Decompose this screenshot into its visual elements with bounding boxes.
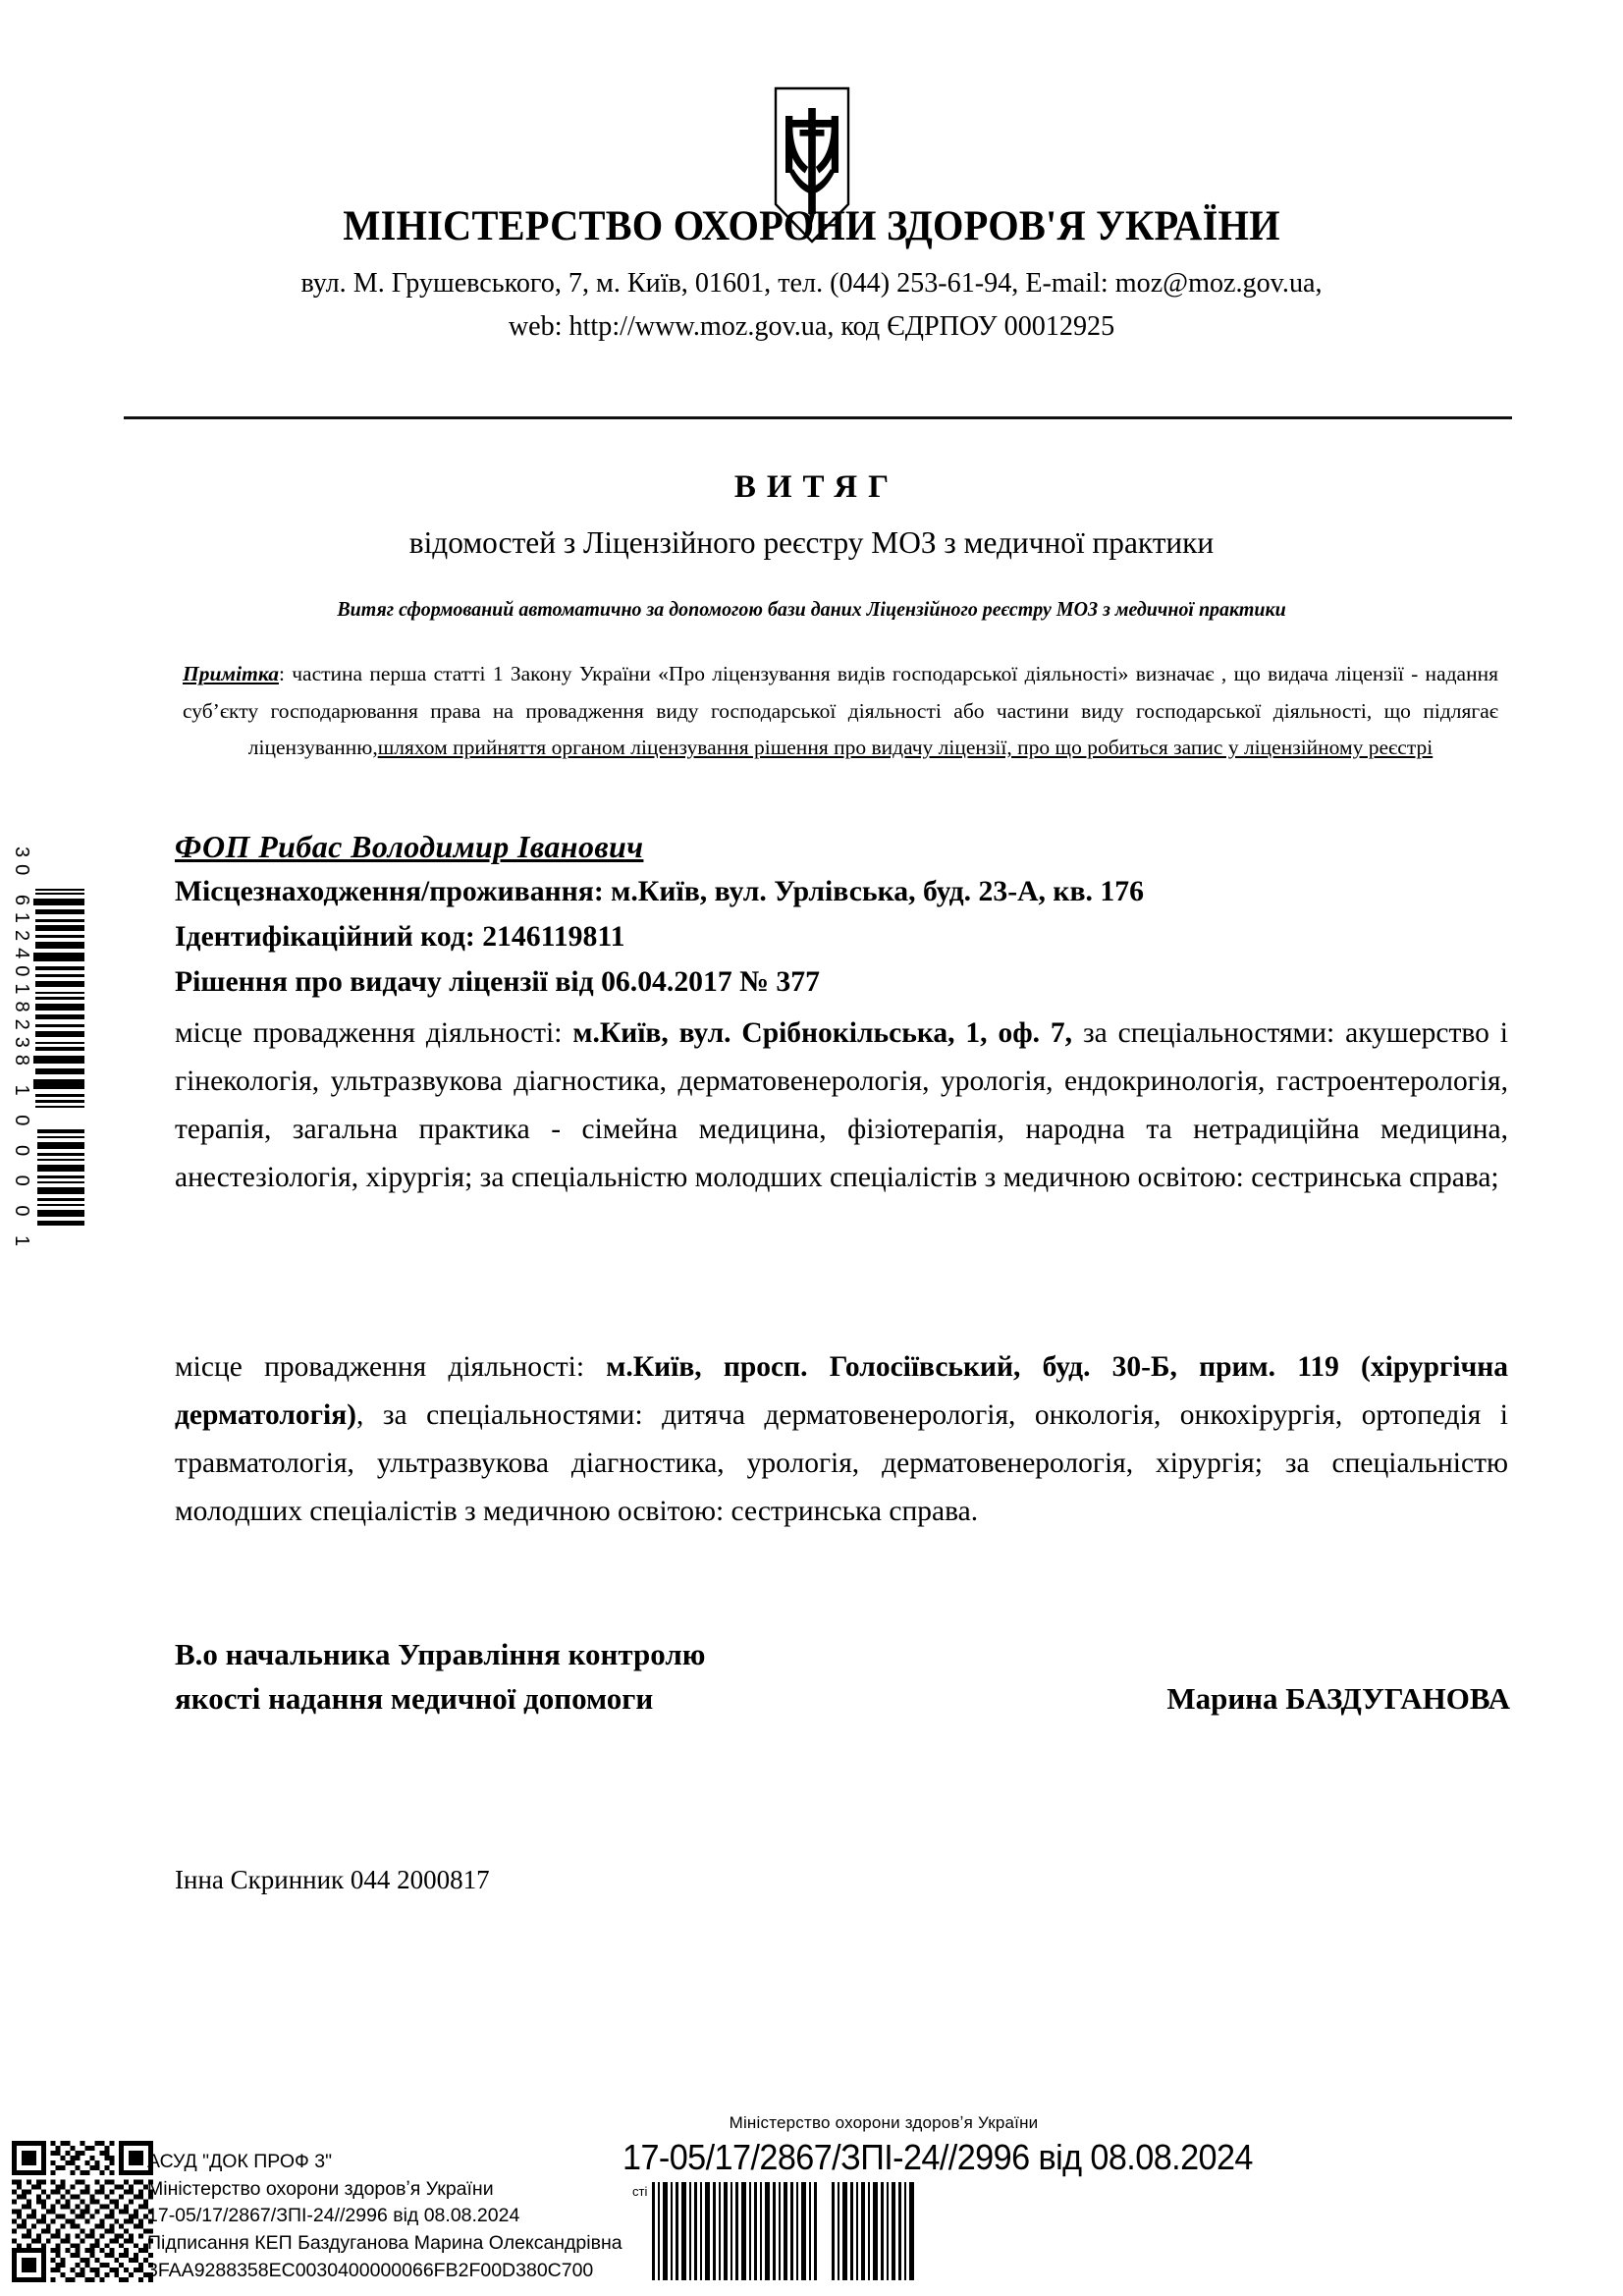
- sig-meta-line: Підписання КЕП Баздуганова Марина Олександрівна: [147, 2232, 622, 2255]
- signature-block: [175, 1632, 1510, 1722]
- header-divider: [124, 416, 1512, 419]
- barcode-digits-prefix: 30: [11, 847, 32, 883]
- sig-meta-line: 17-05/17/2867/ЗПІ-24//2996 від 08.08.2024: [147, 2205, 520, 2227]
- document-subtitle: відомостей з Ліцензійного реєстру МОЗ з медичної практики: [408, 524, 1215, 560]
- barcode-digits-main: 6124018238 1: [11, 894, 32, 1103]
- tax-code-label: Ідентифікаційний код:: [175, 920, 475, 954]
- activity-lead-label: місце провадження діяльності:: [175, 1351, 585, 1383]
- ministry-address-line: вул. М. Грушевського, 7, м. Київ, 01601, тел. (044) 253-61-94, E-mail: moz@moz.gov.ua,: [300, 267, 1323, 299]
- left-margin-barcode: [8, 847, 84, 1254]
- activity-place-address: м.Київ, просп. Голосіївський, буд. 30-Б, прим. 119 (хірургічна дерматологія): [175, 1351, 1508, 1431]
- decision-value: 06.04.2017 № 377: [593, 964, 820, 998]
- signer-title-line-2: якості надання медичної допомоги: [175, 1681, 654, 1717]
- activity-location-paragraph: [175, 1343, 1508, 1536]
- sig-meta-line: АСУД "ДОК ПРОФ 3": [147, 2151, 332, 2172]
- activity-specialties: за спеціальностями: акушерство і гінекологія, ультразвукова діагностика, дерматовенерологія, урологія, ендокринологія, гастроентерологія, терапія, загальна практика - сімейна медицина, фізіотерапія, народна та нетрадиційна медицина, анестезіологія, хірургія; за спеціальністю молодших спеціалістів з медичною освітою: сестринська справа;: [175, 1017, 1508, 1193]
- document-type-heading: ВИТЯГ: [733, 469, 900, 505]
- auto-generation-note: Витяг сформований автоматично за допомогою бази даних Ліцензійного реєстру МОЗ з медичної практики: [337, 597, 1286, 621]
- registration-organization: Міністерство охорони здоровʼя України: [729, 2113, 1039, 2132]
- registration-barcode-bars: [650, 2182, 925, 2280]
- address-value: м.Київ, вул. Урлівська, буд. 23-А, кв. 176: [603, 875, 1144, 908]
- signer-title-line-1: В.о начальника Управління контролю: [175, 1637, 706, 1671]
- remark-text: : частина перша статті 1 Закону України «Про ліцензування видів господарської діяльності» визначає , що видача ліцензії - надання субʼєкту господарювання права на провадження виду господарської діяльності або частини виду господарської діяльності, що підлягає ліцензуванню,: [183, 662, 1498, 760]
- activity-place-address: м.Київ, вул. Срібнокільська, 1, оф. 7,: [562, 1017, 1073, 1049]
- sig-meta-line: Міністерство охорони здоровʼя України: [147, 2177, 494, 2200]
- ministry-contact-block: [25, 261, 1598, 348]
- barcode-digits: [11, 847, 32, 1254]
- registration-barcode-label: сті: [632, 2184, 648, 2199]
- activity-lead-label: місце провадження діяльності:: [175, 1017, 563, 1049]
- licensee-address-row: [175, 869, 1496, 914]
- barcode-digits-suffix: 0 0 0 0 1: [11, 1115, 32, 1254]
- signer-name: Марина БАЗДУГАНОВА: [1166, 1681, 1510, 1717]
- ministry-web-line: web: http://www.moz.gov.ua, код ЄДРПОУ 00012925: [508, 310, 1115, 343]
- decision-label: Рішення про видачу ліцензії від: [175, 964, 594, 998]
- license-decision-row: [175, 959, 1496, 1005]
- executor-contact: Інна Скринник 044 2000817: [175, 1865, 490, 1894]
- licensee-tax-row: [175, 914, 1496, 959]
- remark-label: Примітка: [183, 662, 279, 685]
- signer-title-and-name-row: [175, 1676, 1510, 1721]
- tax-code-value: 2146119811: [474, 920, 625, 954]
- registration-stamp: [609, 2113, 1253, 2280]
- activity-location-paragraph: [175, 1010, 1508, 1202]
- sig-meta-line: 3FAA9288358EC0030400000066FB2F00D380C700: [147, 2259, 594, 2281]
- legal-remark: [183, 656, 1498, 767]
- licensee-details: [175, 825, 1510, 1004]
- registration-barcode-row: [609, 2182, 1159, 2280]
- qr-code-icon: [12, 2141, 153, 2282]
- address-label: Місцезнаходження/проживання:: [175, 875, 604, 908]
- registration-number: 17-05/17/2867/ЗПІ-24//2996 від 08.08.2024: [622, 2137, 1253, 2177]
- remark-underlined-text: шляхом прийняття органом ліцензування рішення про видачу ліцензії, про що робиться запис у ліцензійному реєстрі: [377, 736, 1434, 760]
- ministry-title: МІНІСТЕРСТВО ОХОРОНИ ЗДОРОВ'Я УКРАЇНИ: [343, 203, 1280, 249]
- licensee-name: ФОП Рибас Володимир Іванович: [175, 829, 644, 864]
- activity-specialties: , за спеціальностями: дитяча дерматовенерологія, онкологія, онкохірургія, ортопедія і травматологія, ультразвукова діагностика, урологія, дерматовенерологія, хірургія; за спеціальністю молодших спеціалістів з медичною освітою: сестринська справа.: [175, 1398, 1508, 1527]
